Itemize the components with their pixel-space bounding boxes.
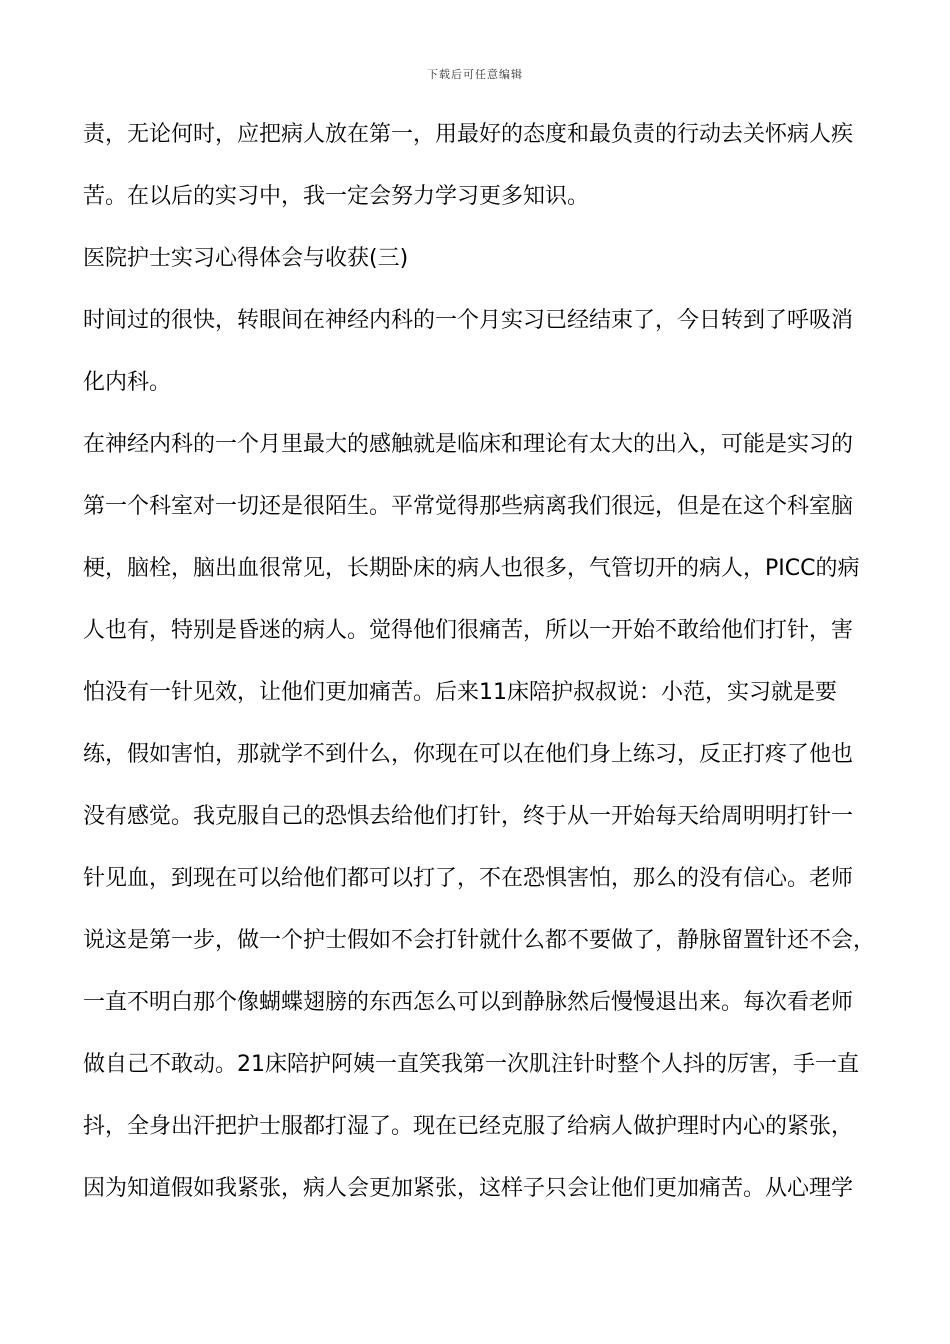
body-line-8: 梗，脑栓，脑出血很常见，长期卧床的病人也很多，气管切开的病人，PICC的病 — [83, 556, 860, 581]
body-line-2: 苦。在以后的实习中，我一定会努力学习更多知识。 — [83, 184, 590, 209]
body-line-18: 因为知道假如我紧张，病人会更加紧张，这样子只会让他们更加痛苦。从心理学 — [83, 1176, 854, 1201]
body-line-13: 针见血，到现在可以给他们都可以打了，不在恐惧害怕，那么的没有信心。老师 — [83, 866, 854, 891]
body-line-12: 没有感觉。我克服自己的恐惧去给他们打针，终于从一开始每天给周明明打针一 — [83, 804, 854, 829]
body-line-7: 第一个科室对一切还是很陌生。平常觉得那些病离我们很远，但是在这个科室脑 — [83, 494, 854, 519]
body-line-5: 化内科。 — [83, 370, 172, 395]
body-line-16: 做自己不敢动。21床陪护阿姨一直笑我第一次肌注针时整个人抖的厉害，手一直 — [83, 1052, 859, 1077]
body-line-15: 一直不明白那个像蝴蝶翅膀的东西怎么可以到静脉然后慢慢退出来。每次看老师 — [83, 990, 854, 1015]
body-line-10: 怕没有一针见效，让他们更加痛苦。后来11床陪护叔叔说：小范，实习就是要 — [83, 680, 837, 705]
body-line-1: 责，无论何时，应把病人放在第一，用最好的态度和最负责的行动去关怀病人疾 — [83, 122, 854, 147]
body-line-9: 人也有，特别是昏迷的病人。觉得他们很痛苦，所以一开始不敢给他们打针，害 — [83, 618, 854, 643]
section-heading: 医院护士实习心得体会与收获(三) — [83, 246, 409, 271]
page-header: 下载后可任意编辑 — [427, 68, 523, 81]
body-line-6: 在神经内科的一个月里最大的感触就是临床和理论有太大的出入，可能是实习的 — [83, 432, 854, 457]
body-line-11: 练，假如害怕，那就学不到什么，你现在可以在他们身上练习，反正打疼了他也 — [83, 742, 854, 767]
body-line-14: 说这是第一步，做一个护士假如不会打针就什么都不要做了，静脉留置针还不会， — [83, 928, 876, 953]
body-line-4: 时间过的很快，转眼间在神经内科的一个月实习已经结束了，今日转到了呼吸消 — [83, 308, 854, 333]
body-line-17: 抖，全身出汗把护士服都打湿了。现在已经克服了给病人做护理时内心的紧张， — [83, 1114, 854, 1139]
